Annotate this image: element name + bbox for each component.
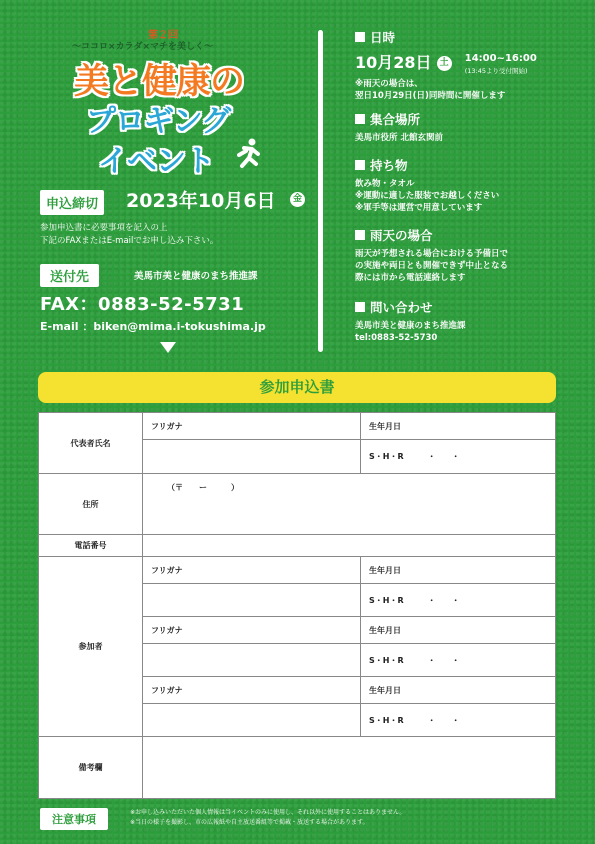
rain-body: 雨天が予想される場合における予備日で の実施や両日とも開催できず中止となる 際には市から電話連絡します: [355, 249, 509, 283]
rain-heading: 雨天の場合: [355, 226, 580, 244]
title-line-1: 美と健康の: [74, 62, 245, 102]
contact-body: 美馬市美と健康のまち推進課 tel:0883-52-5730: [355, 321, 466, 343]
belongings-body: 飲み物・タオル ※運動に適した服装でお越しください ※軍手等は運営で用意しています: [355, 179, 500, 213]
datetime-section: [355, 28, 580, 102]
square-bullet-icon: [355, 230, 365, 240]
remarks-field[interactable]: [143, 737, 556, 799]
participant-1-birthdate-label: 生年月日: [361, 557, 556, 584]
participant-3-name-field[interactable]: [143, 704, 361, 737]
event-series: 第２回: [148, 30, 178, 41]
title-line-2: プロギング: [86, 104, 231, 139]
event-date: 10月28日: [355, 53, 432, 72]
belongings-heading: 持ち物: [355, 156, 580, 174]
event-time: 14:00~16:00: [464, 53, 537, 64]
notes-body: ※お申し込みいただいた個人情報は当イベントのみに使用し、それ以外に使用することはありません。 ※当日の様子を撮影し、市の広報紙や自主放送番組等で掲載・放送する場合があります。: [130, 809, 406, 826]
event-time-note: (13:45より受付開始): [464, 67, 528, 75]
participant-1-name-field[interactable]: [143, 584, 361, 617]
participant-2-birthdate-label: 生年月日: [361, 617, 556, 644]
belongings-section: [355, 156, 580, 214]
datetime-heading: 日時: [355, 28, 580, 46]
phone-field[interactable]: [143, 535, 556, 557]
square-bullet-icon: [355, 114, 365, 124]
remarks-label: 備考欄: [39, 737, 143, 799]
deadline-note: 参加申込書に必要事項を記入の上 下記のFAXまたはE-mailでお申し込み下さい。: [40, 223, 219, 246]
participant-3-furigana-field[interactable]: フリガナ: [143, 677, 361, 704]
participant-2-furigana-field[interactable]: フリガナ: [143, 617, 361, 644]
representative-birthdate-field[interactable]: S・H・R ・ ・: [361, 440, 556, 474]
representative-furigana-field[interactable]: フリガナ: [143, 413, 361, 440]
meeting-section: [355, 110, 580, 144]
send-label: 送付先: [40, 264, 99, 287]
square-bullet-icon: [355, 302, 365, 312]
fax-number: FAX：0883-52-5731: [40, 294, 245, 315]
send-organization: 美馬市美と健康のまち推進課: [134, 271, 258, 282]
deadline-weekday-badge: 金: [290, 192, 305, 207]
event-weekday-badge: 土: [437, 56, 452, 71]
phone-label: 電話番号: [39, 535, 143, 557]
deadline-date: 2023年10月6日: [126, 190, 276, 212]
address-field[interactable]: （〒 ー ）: [143, 474, 556, 535]
runner-icon: [230, 136, 264, 170]
contact-section: [355, 298, 580, 344]
title-line-3: イベント: [98, 144, 214, 179]
participant-2-name-field[interactable]: [143, 644, 361, 677]
square-bullet-icon: [355, 160, 365, 170]
form-banner: 参加申込書: [38, 372, 556, 403]
participant-2-birthdate-field[interactable]: S・H・R ・ ・: [361, 644, 556, 677]
participant-1-furigana-field[interactable]: フリガナ: [143, 557, 361, 584]
representative-name-field[interactable]: [143, 440, 361, 474]
meeting-place: 美馬市役所 北館玄関前: [355, 133, 443, 143]
representative-birthdate-label: 生年月日: [361, 413, 556, 440]
meeting-heading: 集合場所: [355, 110, 580, 128]
email-address[interactable]: E-mail ：biken@mima.i-tokushima.jp: [40, 320, 266, 333]
participant-3-birthdate-field[interactable]: S・H・R ・ ・: [361, 704, 556, 737]
application-form: [38, 412, 556, 799]
representative-label: 代表者氏名: [39, 413, 143, 474]
deadline-label: 申込締切: [40, 190, 104, 215]
participant-label: 参加者: [39, 557, 143, 737]
vertical-divider: [318, 30, 323, 352]
contact-heading: 問い合わせ: [355, 298, 580, 316]
square-bullet-icon: [355, 32, 365, 42]
rain-section: [355, 226, 580, 284]
notes-label: 注意事項: [40, 808, 108, 830]
participant-3-birthdate-label: 生年月日: [361, 677, 556, 704]
down-arrow-icon: [160, 342, 176, 353]
address-label: 住所: [39, 474, 143, 535]
event-subtitle: 〜ココロ×カラダ×マチを美しく〜: [72, 42, 213, 52]
datetime-note: ※雨天の場合は、 翌日10月29日(日)同時間に開催します: [355, 79, 506, 101]
participant-1-birthdate-field[interactable]: S・H・R ・ ・: [361, 584, 556, 617]
